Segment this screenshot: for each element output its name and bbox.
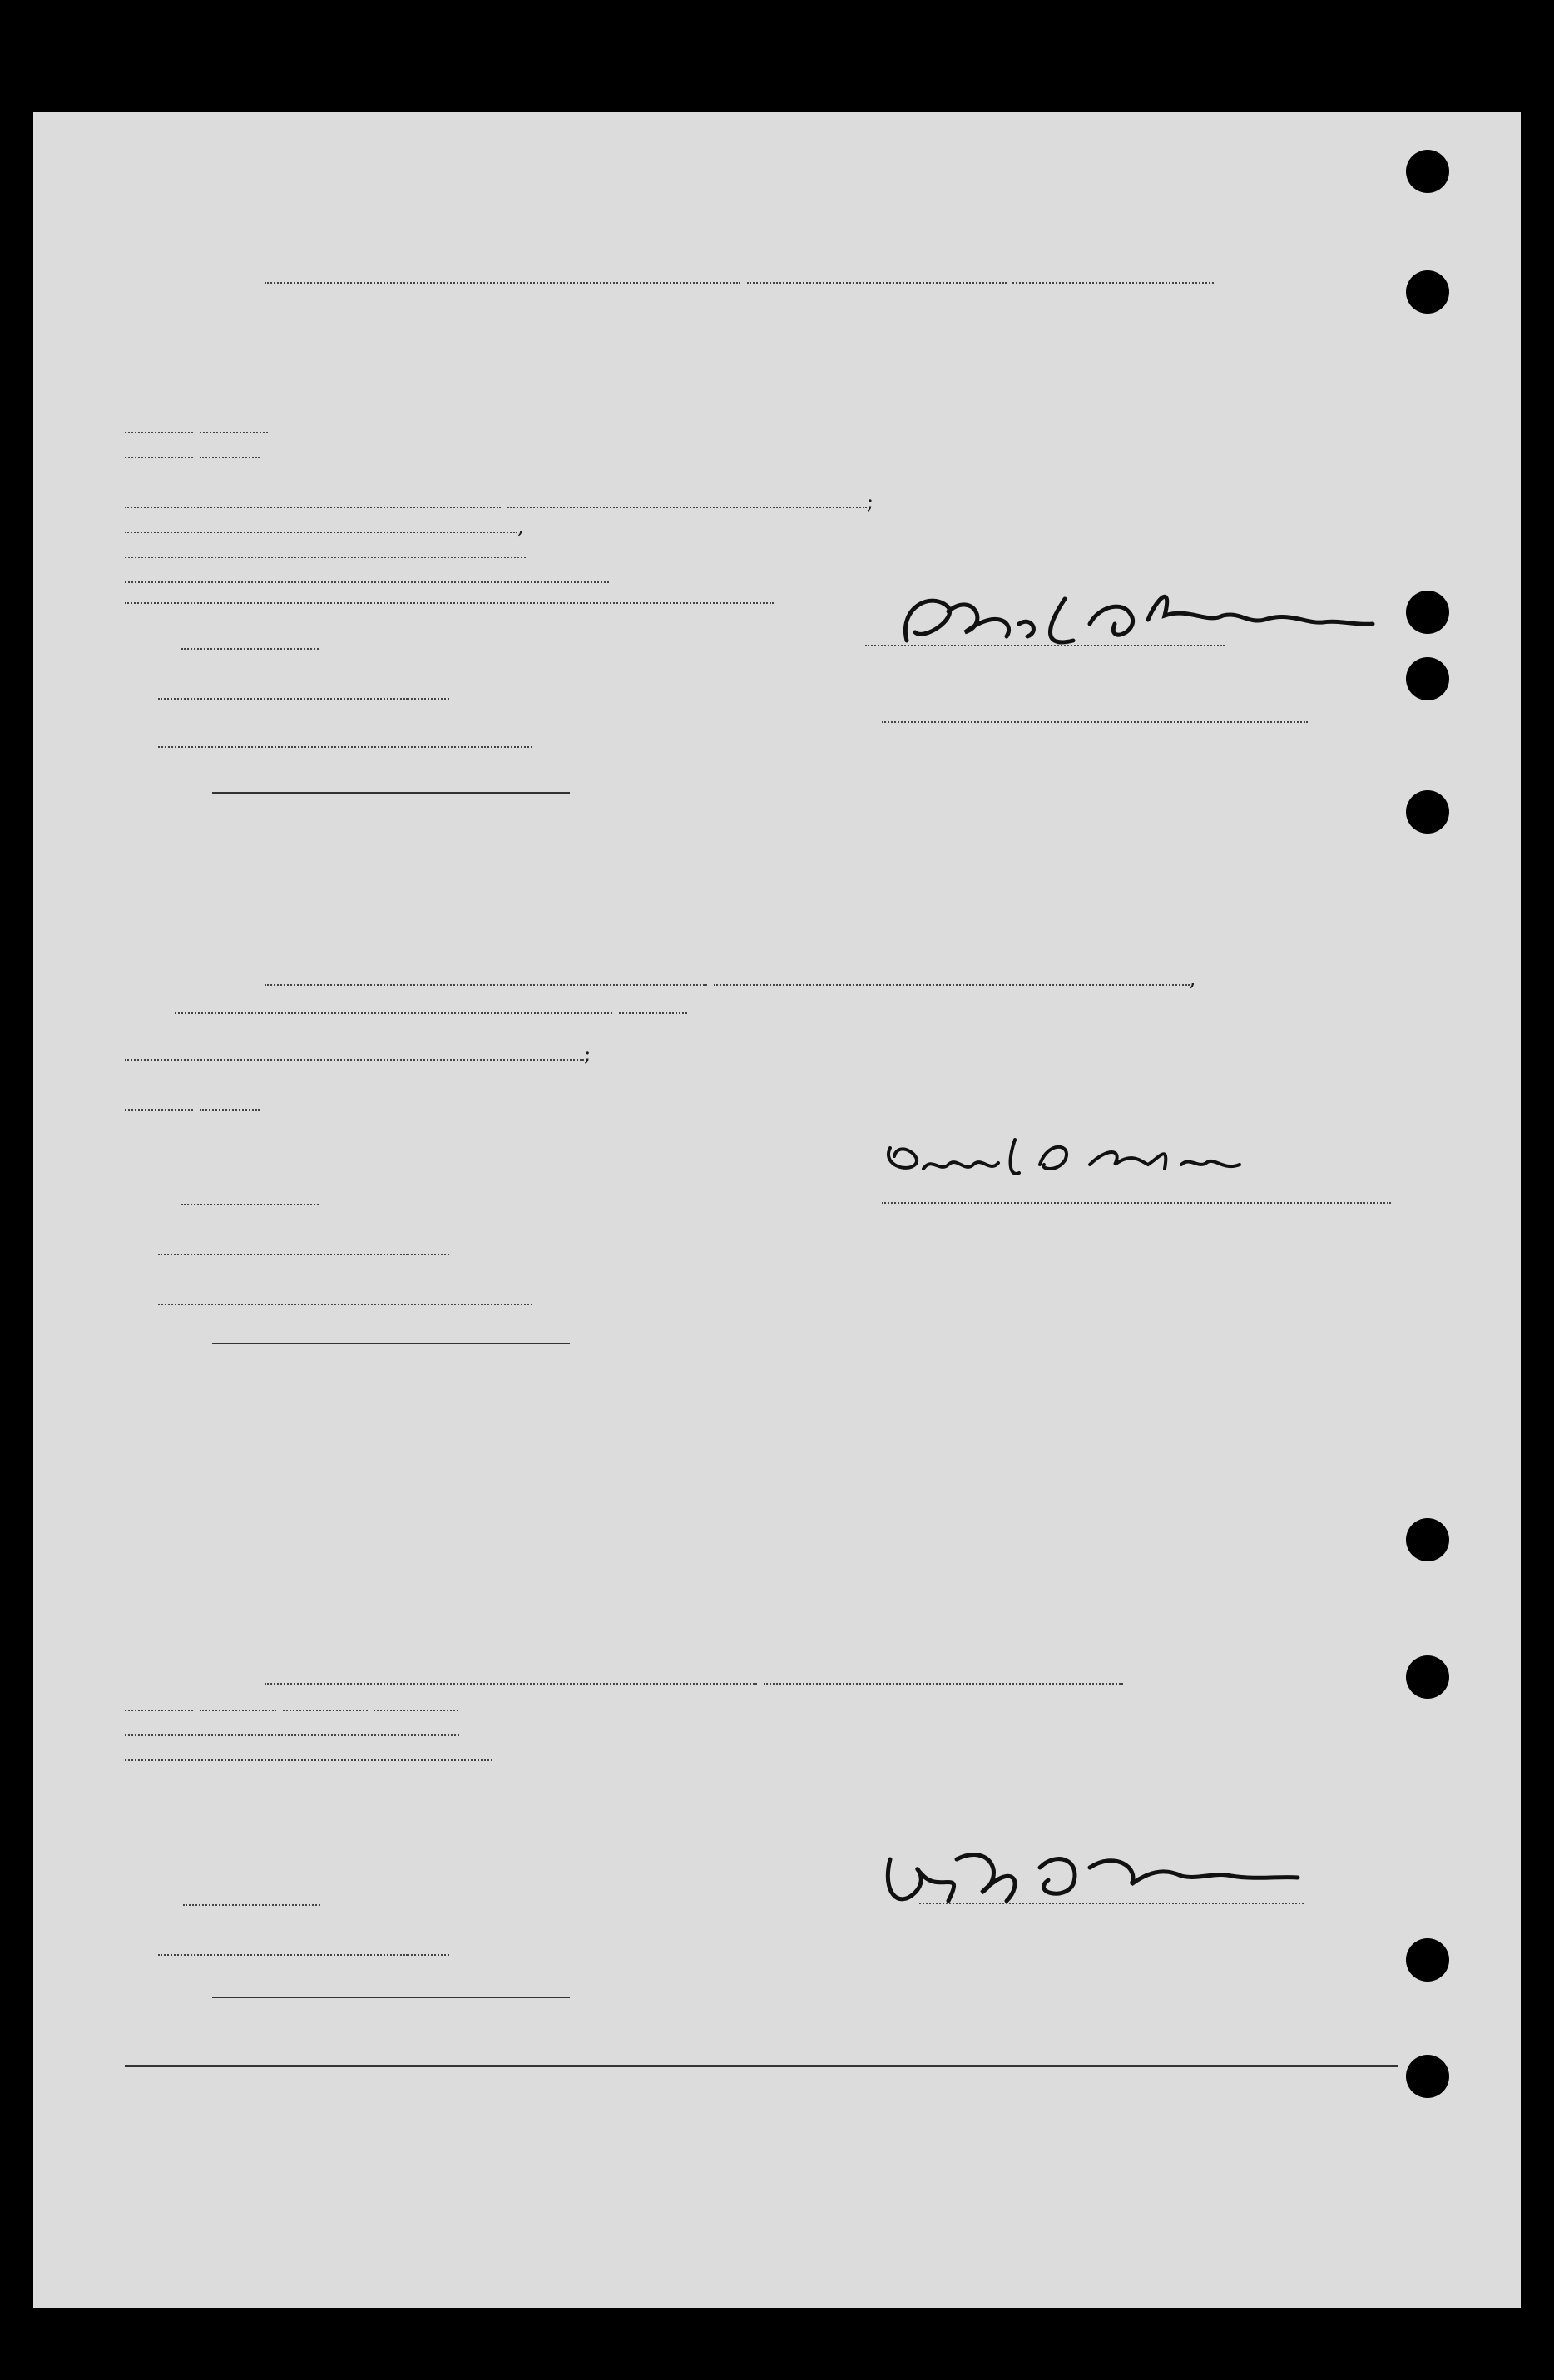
authority-field[interactable]: [125, 1059, 584, 1061]
officer-title-field[interactable]: [882, 721, 1308, 723]
departure-port-field[interactable]: [125, 1759, 492, 1761]
origin-field[interactable]: [1012, 282, 1214, 284]
punch-hole: [1406, 591, 1449, 634]
punch-hole: [1406, 790, 1449, 834]
s2-line-1: ,: [125, 967, 1398, 992]
sworn-label: [183, 1887, 320, 1911]
section1-signer-name: [865, 631, 1225, 651]
arrival-port-field[interactable]: [125, 1734, 459, 1736]
s2-para-line: [125, 1091, 1398, 1116]
punch-hole: [1406, 2055, 1449, 2098]
master-signature-1: [874, 574, 1389, 666]
footer-rule: [125, 2065, 1398, 2067]
master-name-field[interactable]: [265, 282, 740, 284]
head-tax-field[interactable]: [125, 581, 609, 583]
s1-para-line: ;: [125, 489, 1398, 514]
section3-signer-line: [919, 1885, 1304, 1909]
s1-para-line: [125, 439, 1398, 464]
address-line: [125, 602, 774, 604]
punch-hole: [1406, 270, 1449, 314]
manifest-from-field[interactable]: [125, 457, 193, 458]
owner-address-field[interactable]: [507, 507, 867, 508]
punch-hole: [1406, 657, 1449, 700]
owner-field[interactable]: [125, 507, 501, 508]
s1-para-line: [125, 539, 1398, 564]
lists-from-field[interactable]: [125, 432, 193, 433]
oath-officer-line: [212, 1343, 570, 1344]
s3-para-line: [125, 1717, 1398, 1742]
surgeon-vessel-field[interactable]: [714, 984, 1190, 986]
lists-from-field[interactable]: [125, 1710, 193, 1711]
agents-address-field[interactable]: [125, 557, 526, 558]
manifest-to-field[interactable]: [374, 1710, 458, 1711]
day-of-label: [158, 1236, 449, 1260]
s2-para-line: ;: [125, 1042, 1398, 1066]
manifest-from-field[interactable]: [283, 1710, 368, 1711]
day-of-label: [158, 1937, 449, 1961]
vessel-field[interactable]: [747, 282, 1007, 284]
lists-to-field[interactable]: [200, 432, 268, 433]
s1-para-line: ,: [125, 514, 1398, 539]
s1-para-line: [125, 414, 1398, 439]
officer-title-line: [882, 704, 1308, 728]
s3-para-line: [125, 1692, 1398, 1717]
collector-line: [212, 1997, 570, 1998]
day-of-label: [158, 680, 449, 705]
manifest-from-field[interactable]: [125, 1109, 193, 1111]
punch-hole: [1406, 1655, 1449, 1699]
s1-line-1: [125, 265, 1398, 289]
surgeon-name-field[interactable]: [265, 984, 707, 986]
inspector-line: [212, 792, 570, 794]
surgeon-signature: [874, 1131, 1306, 1190]
sworn-label: [181, 1186, 319, 1210]
s2-line-2: [125, 995, 1398, 1020]
manifest-to-field[interactable]: [200, 457, 260, 458]
surgeon-status-field[interactable]: [175, 1012, 612, 1014]
manifest-to-field[interactable]: [200, 1109, 260, 1111]
master-name-field[interactable]: [265, 1683, 757, 1685]
at-label: [158, 729, 532, 753]
agents-field[interactable]: [125, 532, 517, 533]
section2-signer-name: [882, 1188, 1391, 1209]
punch-hole: [1406, 1938, 1449, 1982]
s3-para-line: [125, 1742, 1398, 1767]
at-label: [158, 1286, 532, 1310]
master-signature-3: [865, 1834, 1314, 1926]
punch-hole: [1406, 150, 1449, 193]
punch-hole: [1406, 1518, 1449, 1561]
years-experience-field[interactable]: [619, 1012, 687, 1014]
lists-to-field[interactable]: [200, 1710, 276, 1711]
sworn-label: [181, 631, 319, 655]
s3-line-1: [125, 1665, 1398, 1690]
vessel-field[interactable]: [764, 1683, 1123, 1685]
